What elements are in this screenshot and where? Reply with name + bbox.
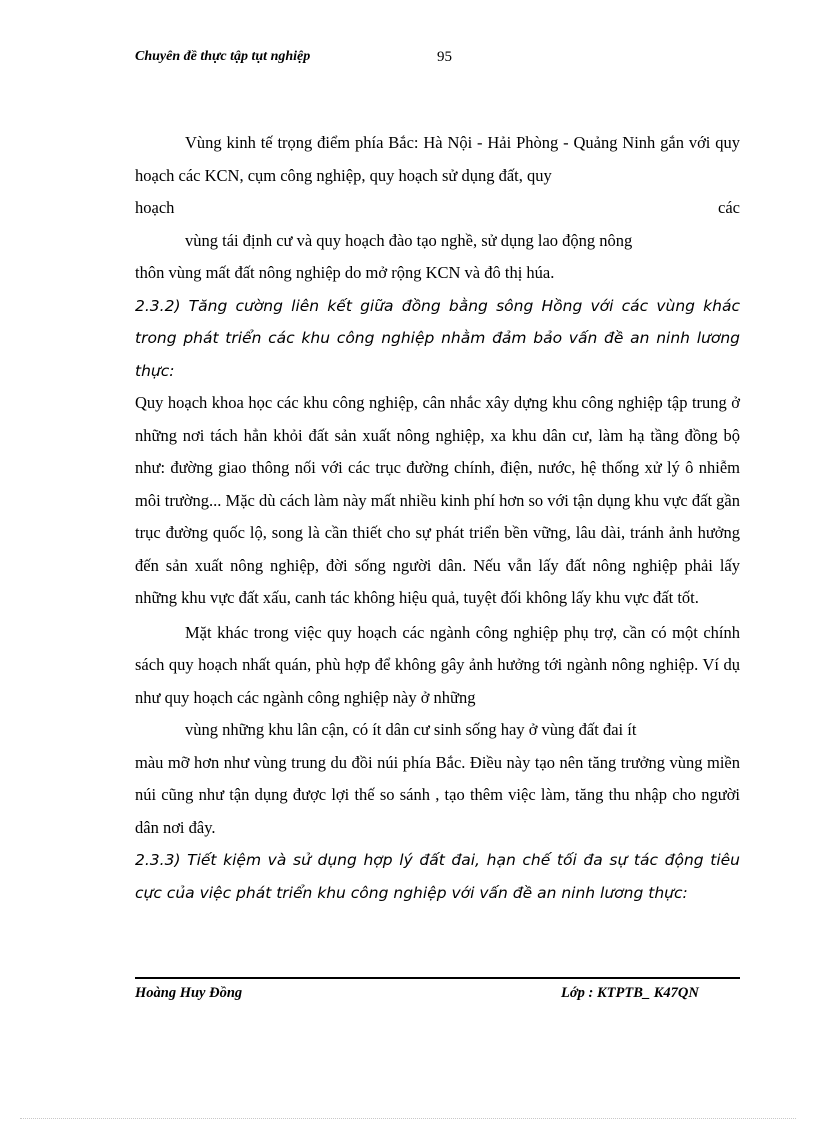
page-bottom-dotted-line xyxy=(20,1118,796,1119)
paragraph-3: Mặt khác trong việc quy hoạch các ngành công nghiệp phụ trợ, cần có một chính sách quy hoạch nhất quán, phù hợp để không gây ảnh hưởng tới ngành nông nghiệp. Ví dụ như quy hoạch các ngành công nghiệp này ở những xyxy=(135,622,740,707)
paragraph-4-start: vùng những khu lân cận, có ít dân cư sinh sống hay ở vùng đất đai ít xyxy=(185,720,637,739)
split-right-word: các xyxy=(718,198,740,217)
paragraph-4-rest: màu mỡ hơn như vùng trung du đồi núi phía Bắc. Điều này tạo nên tăng trưởng vùng miền núi cũng như tận dụng được lợi thế so sánh , tạo thêm việc làm, tăng thu nhập cho người dân nơi đây. xyxy=(135,752,740,837)
page-number: 95 xyxy=(437,49,452,65)
split-left-word: hoạch xyxy=(135,198,175,217)
footer-class: Lớp : KTPTB_ K47QN xyxy=(561,985,699,1001)
paragraph-1-start: Vùng kinh tế trọng điểm phía Bắc: Hà Nội - Hải Phòng - Quảng Ninh gắn với quy hoạch các KCN, cụm công nghiệp, quy hoạch sử dụng đất, quy xyxy=(135,133,740,185)
paragraph-1-end: thôn vùng mất đất nông nghiệp do mở rộng KCN và đô thị húa. xyxy=(135,263,555,282)
footer-author: Hoàng Huy Đồng xyxy=(135,985,243,1001)
paragraph-1-continued: vùng tái định cư và quy hoạch đào tạo nghề, sử dụng lao động nông xyxy=(185,230,633,250)
page-header xyxy=(135,49,740,71)
page-footer xyxy=(135,985,740,1007)
section-heading-2-3-3: 2.3.3) Tiết kiệm và sử dụng hợp lý đất đai, hạn chế tối đa sự tác động tiêu cực của việc phát triển khu công nghiệp với vấn đề an ninh lương thực: xyxy=(135,851,740,902)
paragraph-2: Quy hoạch khoa học các khu công nghiệp, cân nhắc xây dựng khu công nghiệp tập trung ở những nơi tách hẳn khỏi đất sản xuất nông nghiệp, xa khu dân cư, làm hạ tầng đồng bộ như: đường giao thông nối với các trục đường chính, điện, nước, hệ thống xử lý ô nhiễm môi trường... Mặc dù cách làm này mất nhiều kinh phí hơn so với tận dụng khu vực đất gần trục đường quốc lộ, song là cần thiết cho sự phát triển bền vững, lâu dài, tránh ảnh hưởng đến sản xuất nông nghiệp, đời sống người dân. Nếu vẫn lấy đất nông nghiệp phải lấy những khu vực đất xấu, canh tác không hiệu quả, tuyệt đối không lấy khu vực đất tốt. xyxy=(135,393,740,607)
document-body xyxy=(135,127,740,909)
header-title: Chuyên đề thực tập tụt nghiệp xyxy=(135,49,311,64)
footer-divider xyxy=(135,977,740,979)
section-heading-2-3-2: 2.3.2) Tăng cường liên kết giữa đồng bằng sông Hồng với các vùng khác trong phát triển các khu công nghiệp nhằm đảm bảo vấn đề an ninh lương thực: xyxy=(135,296,740,380)
paragraph-1-split-line xyxy=(135,192,740,225)
